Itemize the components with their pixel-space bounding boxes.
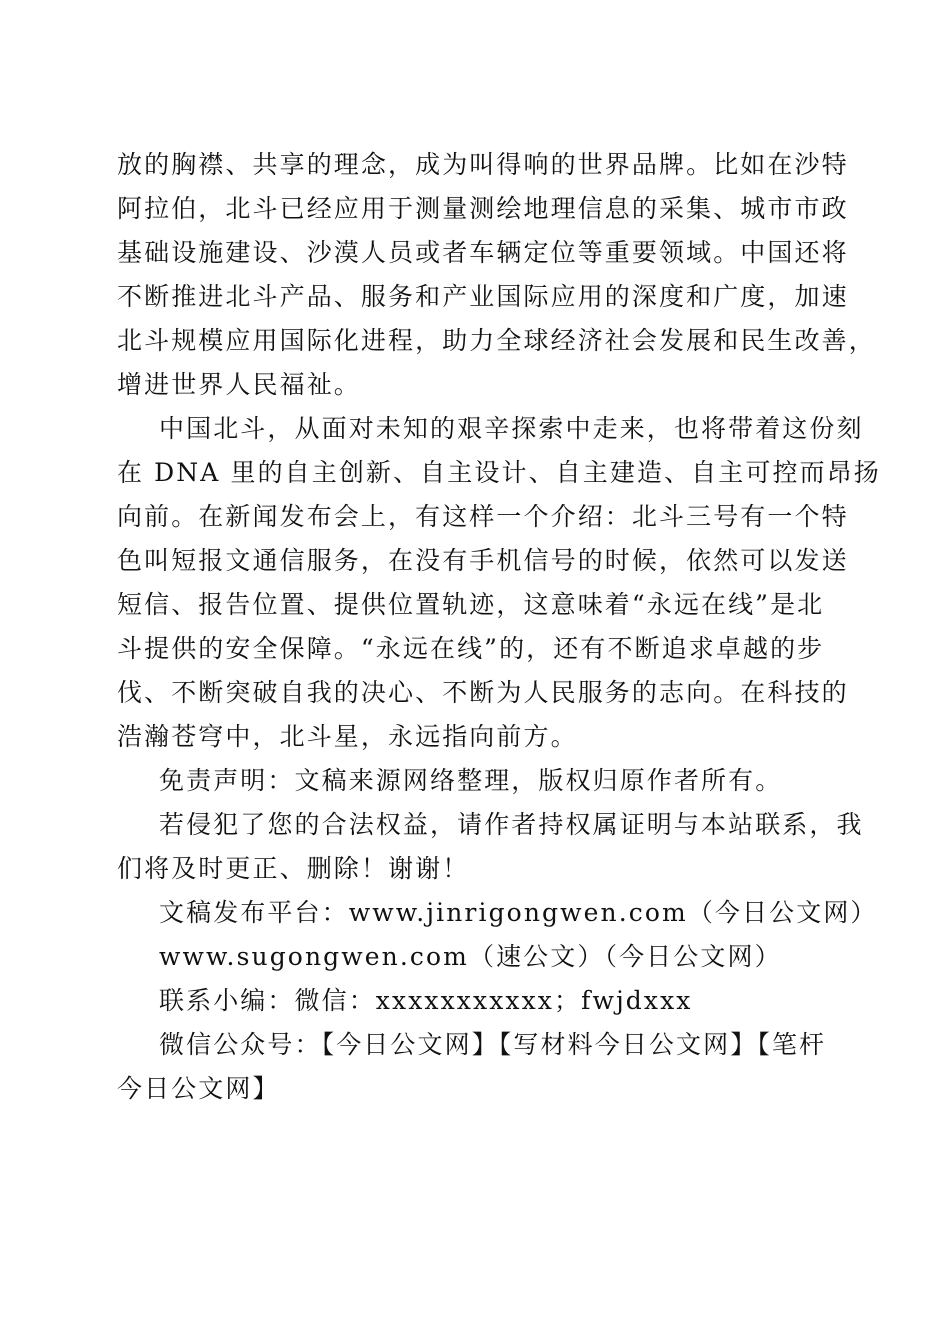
infringement-notice-paragraph (117, 803, 864, 891)
text-line: 联系小编：微信：xxxxxxxxxxx；fwjdxxx (159, 986, 693, 1015)
text-line: 若侵犯了您的合法权益，请作者持权属证明与本站联系，我 (159, 810, 864, 839)
text-line: 今日公文网】 (117, 1074, 280, 1103)
text-line: 免责声明：文稿来源网络整理，版权归原作者所有。 (159, 766, 783, 795)
text-line: 在 DNA 里的自主创新、自主设计、自主建造、自主可控而昂扬 (117, 458, 881, 487)
sugongwen-site-line (117, 935, 833, 979)
body-paragraph-beidou-international (117, 143, 876, 407)
text-line: 放的胸襟、共享的理念，成为叫得响的世界品牌。比如在沙特 (117, 150, 849, 179)
body-paragraph-beidou-innovation (117, 407, 881, 759)
text-line: 斗提供的安全保障。“永远在线”的，还有不断追求卓越的步 (117, 634, 825, 663)
publishing-platform-line (117, 891, 878, 935)
text-line: 增进世界人民福祉。 (117, 370, 361, 399)
text-line: 不断推进北斗产品、服务和产业国际应用的深度和广度，加速 (117, 282, 849, 311)
text-line: 中国北斗，从面对未知的艰辛探索中走来，也将带着这份刻 (159, 414, 864, 443)
text-line: 微信公众号：【今日公文网】【写材料今日公文网】【笔杆 (159, 1030, 827, 1059)
text-line: 北斗规模应用国际化进程，助力全球经济社会发展和民生改善， (117, 326, 876, 355)
text-line: 短信、报告位置、提供位置轨迹，这意味着“永远在线”是北 (117, 590, 825, 619)
disclaimer-paragraph (117, 759, 833, 803)
text-line: 向前。在新闻发布会上，有这样一个介绍：北斗三号有一个特 (117, 502, 849, 531)
text-line: 伐、不断突破自我的决心、不断为人民服务的志向。在科技的 (117, 678, 849, 707)
text-line: 基础设施建设、沙漠人员或者车辆定位等重要领域。中国还将 (117, 238, 849, 267)
text-line: 阿拉伯，北斗已经应用于测量测绘地理信息的采集、城市市政 (117, 194, 849, 223)
text-line: 们将及时更正、删除！谢谢！ (117, 854, 470, 883)
contact-editor-line (117, 979, 833, 1023)
text-line: 色叫短报文通信服务，在没有手机信号的时候，依然可以发送 (117, 546, 849, 575)
wechat-accounts-paragraph (117, 1023, 833, 1111)
text-line: 浩瀚苍穹中，北斗星，永远指向前方。 (117, 722, 578, 751)
document-page (117, 143, 881, 1111)
text-line: www.sugongwen.com（速公文）（今日公文网） (159, 942, 782, 971)
text-line: 文稿发布平台：www.jinrigongwen.com（今日公文网） (159, 898, 878, 927)
